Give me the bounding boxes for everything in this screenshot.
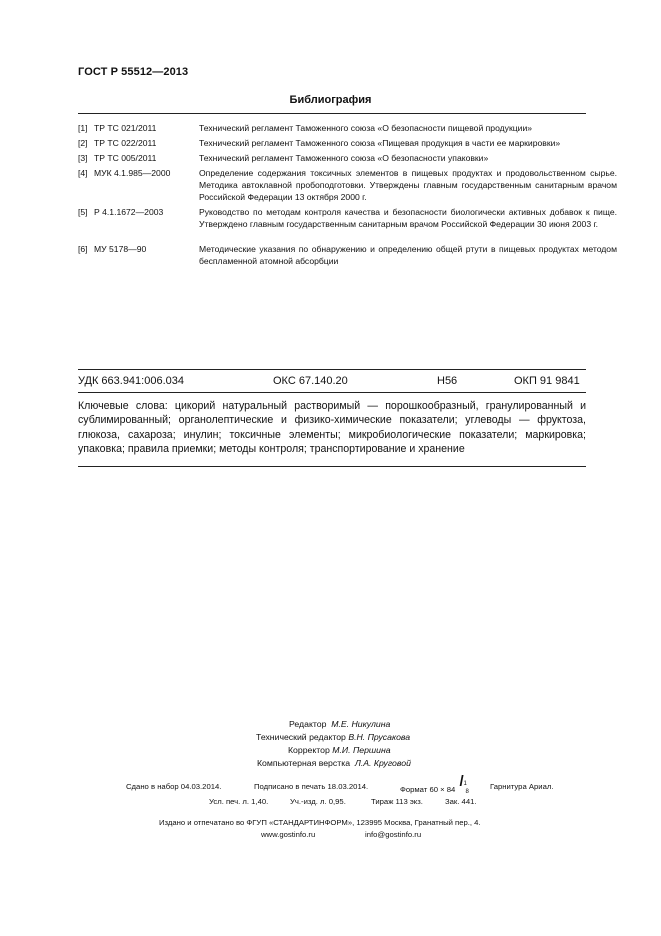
entry-number: [4] [78,168,88,178]
entry-code: ТР ТС 021/2011 [94,123,157,133]
entry-number: [3] [78,153,88,163]
imprint-print-run: Тираж 113 экз. [371,797,423,806]
credit-name: В.Н. Прусакова [348,732,411,742]
imprint-signed: Подписано в печать 18.03.2014. [254,782,369,791]
credit-corrector [288,744,391,758]
credit-editor [289,718,390,732]
keywords: Ключевые слова: цикорий натуральный растворимый — порошкообразный, гранулированный и сублимированный; органолептические и физико-химические показатели; углеводы — фруктоза, глюкоза, сахароза; инулин; токсичные элементы; микробиологические показатели; маркировка; упаковка; правила приемки; методы контроля; транспортирование и хранение [78,400,586,455]
credit-name: М.Е. Никулина [331,719,391,729]
credit-label: Технический редактор [256,732,346,742]
bibliography-top-rule [78,113,586,114]
entry-code: МУК 4.1.985—2000 [94,168,171,178]
imprint-pub-sheets: Уч.-изд. л. 0,95. [290,797,346,806]
classification-top-rule [78,369,586,370]
bibliography-title: Библиография [289,94,372,106]
classification-group: Н56 [437,375,458,387]
keywords-bottom-rule [78,466,586,467]
classification-bottom-rule [78,392,586,393]
format-fraction [457,773,471,795]
format-label: Формат 60 × 84 [400,785,456,794]
entry-code: ТР ТС 005/2011 [94,153,157,163]
imprint-format [400,773,471,795]
entry-number: [2] [78,138,88,148]
imprint-typeface: Гарнитура Ариал. [490,782,554,791]
credit-label: Редактор [289,719,327,729]
entry-number: [1] [78,123,88,133]
imprint-sheets: Усл. печ. л. 1,40. [209,797,269,806]
imprint-website[interactable]: www.gostinfo.ru [261,830,316,839]
entry-text: Определение содержания токсичных элементов в пищевых продуктах и продовольственном сырье. Методика автоклавной пробоподготовки. Утверждены главным государственным санитарным врачом Российской Федерации 13 октября 2000 г. [199,168,617,203]
fraction-numerator: 1 [463,781,467,787]
fraction-slash: / [459,773,464,790]
standard-number: ГОСТ Р 55512—2013 [78,66,189,78]
entry-text: Технический регламент Таможенного союза «О безопасности пищевой продукции» [199,123,533,133]
oks-code: ОКС 67.140.20 [273,375,348,387]
entry-text: Методические указания по обнаружению и определению общей ртути в пищевых продуктах методом беспламенной атомной абсорбции [199,244,617,267]
credit-tech-editor [256,731,410,745]
imprint-submitted: Сдано в набор 04.03.2014. [126,782,222,791]
entry-code: Р 4.1.1672—2003 [94,207,164,217]
entry-number: [6] [78,244,88,254]
fraction-denominator: 8 [465,789,469,795]
credit-label: Компьютерная верстка [257,758,351,768]
credit-name: Л.А. Круговой [354,758,411,768]
imprint-publisher: Издано и отпечатано во ФГУП «СТАНДАРТИНФОРМ», 123995 Москва, Гранатный пер., 4. [159,818,481,827]
okp-code: ОКП 91 9841 [514,375,580,387]
entry-code: ТР ТС 022/2011 [94,138,157,148]
entry-text: Технический регламент Таможенного союза «Пищевая продукция в части ее маркировки» [199,138,561,148]
udk-code: УДК 663.941:006.034 [78,375,184,387]
imprint-order: Зак. 441. [445,797,477,806]
credit-layout [257,757,411,771]
credit-label: Корректор [288,745,330,755]
imprint-email[interactable]: info@gostinfo.ru [365,830,422,839]
entry-text: Руководство по методам контроля качества и безопасности биологически активных добавок к пище. Утверждено главным государственным санитарным врачом Российской Федерации 30 июня 2003 г. [199,207,617,230]
entry-number: [5] [78,207,88,217]
entry-text: Технический регламент Таможенного союза «О безопасности упаковки» [199,153,489,163]
credit-name: М.И. Першина [332,745,391,755]
entry-code: МУ 5178—90 [94,244,147,254]
